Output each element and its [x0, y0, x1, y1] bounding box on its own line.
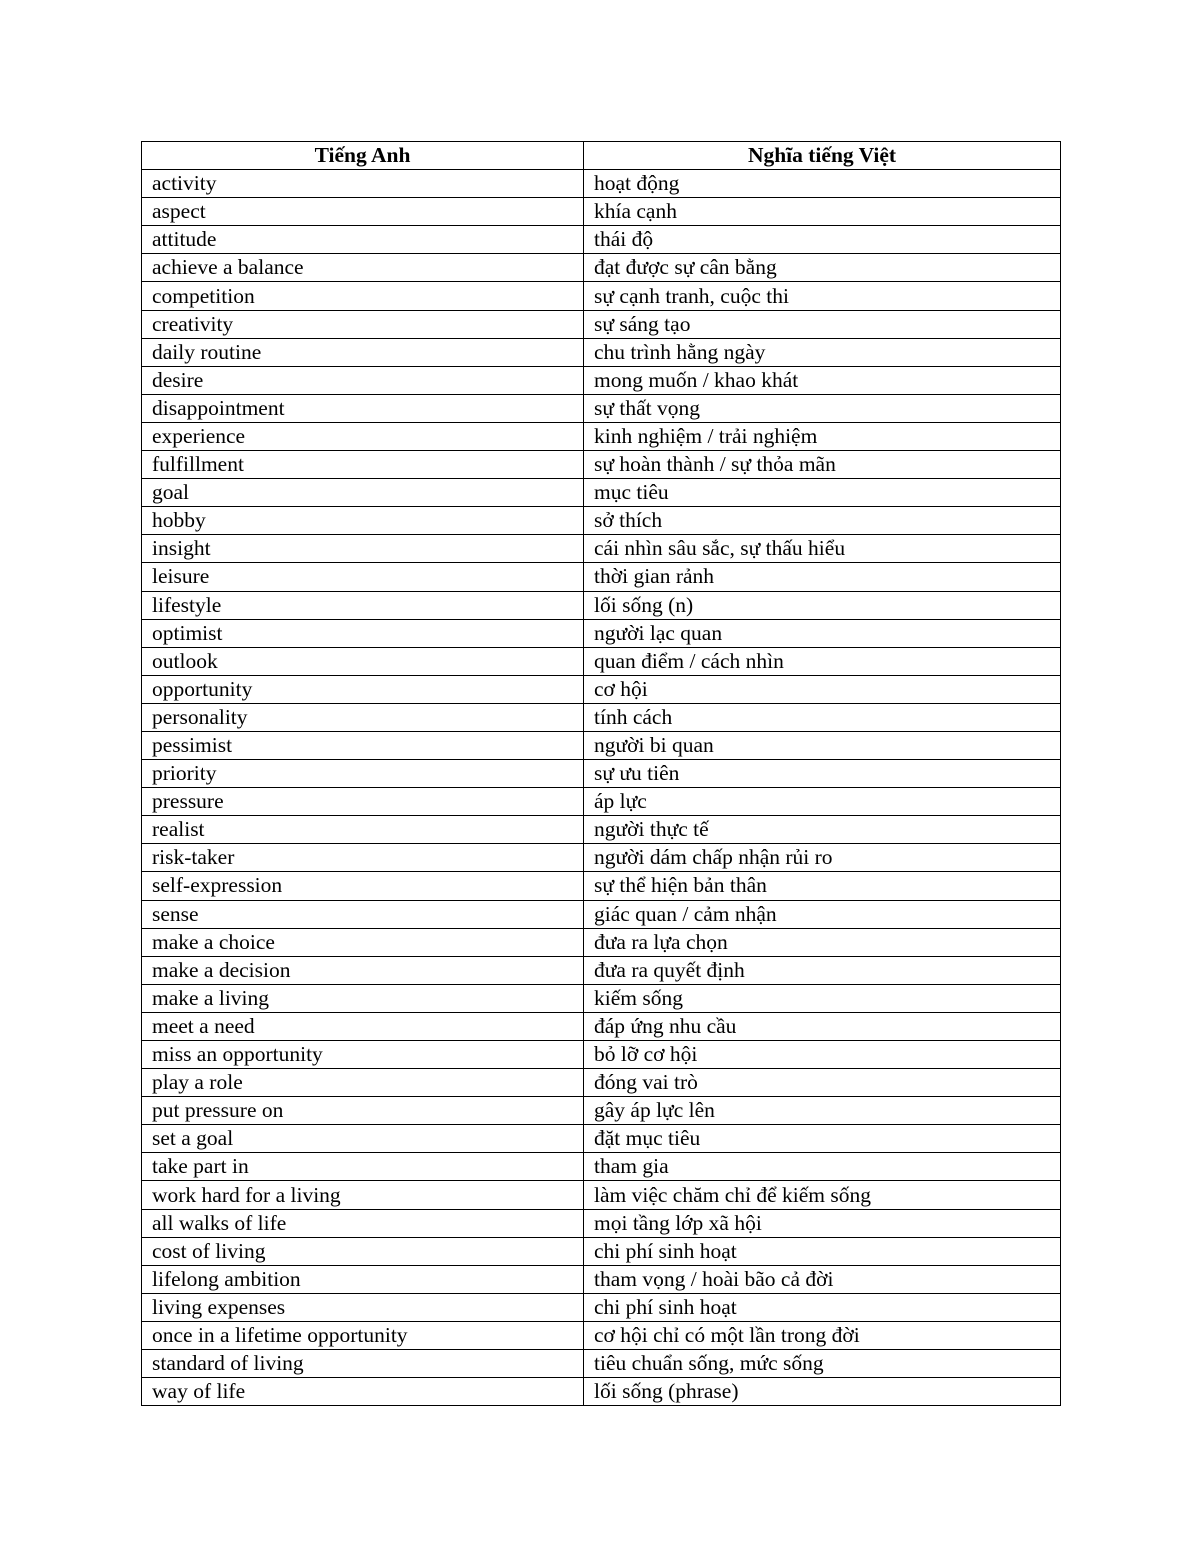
vietnamese-meaning: đáp ứng nhu cầu — [584, 1012, 1061, 1040]
vietnamese-meaning: người lạc quan — [584, 619, 1061, 647]
english-term: outlook — [142, 647, 584, 675]
table-row — [142, 479, 1061, 507]
table-row — [142, 282, 1061, 310]
vietnamese-meaning: tính cách — [584, 703, 1061, 731]
table-row — [142, 1153, 1061, 1181]
vietnamese-meaning: sự thất vọng — [584, 394, 1061, 422]
vietnamese-meaning: người bi quan — [584, 731, 1061, 759]
english-term: attitude — [142, 226, 584, 254]
english-term: all walks of life — [142, 1209, 584, 1237]
english-term: make a living — [142, 984, 584, 1012]
table-row — [142, 366, 1061, 394]
table-row — [142, 338, 1061, 366]
vietnamese-meaning: áp lực — [584, 788, 1061, 816]
table-row — [142, 1069, 1061, 1097]
table-row — [142, 675, 1061, 703]
table-row — [142, 619, 1061, 647]
english-term: way of life — [142, 1378, 584, 1406]
table-row — [142, 310, 1061, 338]
vietnamese-meaning: thái độ — [584, 226, 1061, 254]
english-term: insight — [142, 535, 584, 563]
vietnamese-meaning: lối sống (phrase) — [584, 1378, 1061, 1406]
vietnamese-meaning: thời gian rảnh — [584, 563, 1061, 591]
vietnamese-meaning: sự hoàn thành / sự thỏa mãn — [584, 451, 1061, 479]
english-term: daily routine — [142, 338, 584, 366]
english-term: self-expression — [142, 872, 584, 900]
english-term: goal — [142, 479, 584, 507]
vietnamese-meaning: sự thể hiện bản thân — [584, 872, 1061, 900]
english-term: experience — [142, 422, 584, 450]
vietnamese-meaning: đóng vai trò — [584, 1069, 1061, 1097]
english-term: opportunity — [142, 675, 584, 703]
table-row — [142, 1125, 1061, 1153]
english-term: take part in — [142, 1153, 584, 1181]
vietnamese-meaning: lối sống (n) — [584, 591, 1061, 619]
vietnamese-meaning: người thực tế — [584, 816, 1061, 844]
vietnamese-meaning: kiếm sống — [584, 984, 1061, 1012]
english-term: sense — [142, 900, 584, 928]
table-row — [142, 788, 1061, 816]
english-term: standard of living — [142, 1350, 584, 1378]
table-row — [142, 563, 1061, 591]
english-term: lifelong ambition — [142, 1265, 584, 1293]
vocabulary-table — [141, 141, 1061, 1406]
vietnamese-meaning: sự ưu tiên — [584, 760, 1061, 788]
table-row — [142, 198, 1061, 226]
vietnamese-meaning: tham vọng / hoài bão cả đời — [584, 1265, 1061, 1293]
table-body — [142, 170, 1061, 1406]
english-term: hobby — [142, 507, 584, 535]
english-term: aspect — [142, 198, 584, 226]
vietnamese-meaning: sự sáng tạo — [584, 310, 1061, 338]
english-term: lifestyle — [142, 591, 584, 619]
vietnamese-meaning: đưa ra lựa chọn — [584, 928, 1061, 956]
english-term: optimist — [142, 619, 584, 647]
vietnamese-meaning: cơ hội chỉ có một lần trong đời — [584, 1321, 1061, 1349]
english-term: set a goal — [142, 1125, 584, 1153]
table-row — [142, 254, 1061, 282]
vietnamese-meaning: khía cạnh — [584, 198, 1061, 226]
english-term: priority — [142, 760, 584, 788]
english-term: leisure — [142, 563, 584, 591]
english-term: meet a need — [142, 1012, 584, 1040]
table-row — [142, 591, 1061, 619]
english-term: pressure — [142, 788, 584, 816]
table-row — [142, 703, 1061, 731]
english-term: make a decision — [142, 956, 584, 984]
header-english: Tiếng Anh — [142, 142, 584, 170]
vietnamese-meaning: chu trình hằng ngày — [584, 338, 1061, 366]
vietnamese-meaning: quan điểm / cách nhìn — [584, 647, 1061, 675]
vietnamese-meaning: người dám chấp nhận rủi ro — [584, 844, 1061, 872]
vietnamese-meaning: đưa ra quyết định — [584, 956, 1061, 984]
english-term: cost of living — [142, 1237, 584, 1265]
table-row — [142, 956, 1061, 984]
vietnamese-meaning: mọi tầng lớp xã hội — [584, 1209, 1061, 1237]
vietnamese-meaning: bỏ lỡ cơ hội — [584, 1041, 1061, 1069]
vietnamese-meaning: mong muốn / khao khát — [584, 366, 1061, 394]
vietnamese-meaning: sự cạnh tranh, cuộc thi — [584, 282, 1061, 310]
table-row — [142, 1097, 1061, 1125]
table-row — [142, 1181, 1061, 1209]
table-row — [142, 226, 1061, 254]
english-term: miss an opportunity — [142, 1041, 584, 1069]
table-row — [142, 422, 1061, 450]
table-row — [142, 170, 1061, 198]
table-row — [142, 1265, 1061, 1293]
vietnamese-meaning: đặt mục tiêu — [584, 1125, 1061, 1153]
table-row — [142, 1237, 1061, 1265]
table-row — [142, 928, 1061, 956]
vietnamese-meaning: cơ hội — [584, 675, 1061, 703]
english-term: activity — [142, 170, 584, 198]
table-row — [142, 535, 1061, 563]
vietnamese-meaning: hoạt động — [584, 170, 1061, 198]
table-row — [142, 816, 1061, 844]
english-term: realist — [142, 816, 584, 844]
english-term: put pressure on — [142, 1097, 584, 1125]
header-vietnamese: Nghĩa tiếng Việt — [584, 142, 1061, 170]
vietnamese-meaning: chi phí sinh hoạt — [584, 1237, 1061, 1265]
table-row — [142, 1378, 1061, 1406]
english-term: living expenses — [142, 1293, 584, 1321]
table-row — [142, 451, 1061, 479]
table-row — [142, 1041, 1061, 1069]
table-row — [142, 1321, 1061, 1349]
vietnamese-meaning: sở thích — [584, 507, 1061, 535]
english-term: desire — [142, 366, 584, 394]
table-header-row — [142, 142, 1061, 170]
english-term: work hard for a living — [142, 1181, 584, 1209]
vietnamese-meaning: mục tiêu — [584, 479, 1061, 507]
english-term: fulfillment — [142, 451, 584, 479]
vietnamese-meaning: kinh nghiệm / trải nghiệm — [584, 422, 1061, 450]
table-row — [142, 844, 1061, 872]
table-row — [142, 507, 1061, 535]
table-row — [142, 1293, 1061, 1321]
table-row — [142, 1209, 1061, 1237]
vietnamese-meaning: tham gia — [584, 1153, 1061, 1181]
english-term: risk-taker — [142, 844, 584, 872]
english-term: pessimist — [142, 731, 584, 759]
vietnamese-meaning: giác quan / cảm nhận — [584, 900, 1061, 928]
english-term: competition — [142, 282, 584, 310]
table-row — [142, 1012, 1061, 1040]
english-term: once in a lifetime opportunity — [142, 1321, 584, 1349]
vietnamese-meaning: chi phí sinh hoạt — [584, 1293, 1061, 1321]
table-row — [142, 1350, 1061, 1378]
english-term: make a choice — [142, 928, 584, 956]
english-term: achieve a balance — [142, 254, 584, 282]
table-row — [142, 731, 1061, 759]
table-row — [142, 394, 1061, 422]
vietnamese-meaning: cái nhìn sâu sắc, sự thấu hiểu — [584, 535, 1061, 563]
table-row — [142, 984, 1061, 1012]
table-row — [142, 760, 1061, 788]
vietnamese-meaning: làm việc chăm chỉ để kiếm sống — [584, 1181, 1061, 1209]
vietnamese-meaning: gây áp lực lên — [584, 1097, 1061, 1125]
english-term: personality — [142, 703, 584, 731]
table-row — [142, 872, 1061, 900]
english-term: play a role — [142, 1069, 584, 1097]
vietnamese-meaning: tiêu chuẩn sống, mức sống — [584, 1350, 1061, 1378]
english-term: creativity — [142, 310, 584, 338]
table-row — [142, 647, 1061, 675]
vietnamese-meaning: đạt được sự cân bằng — [584, 254, 1061, 282]
english-term: disappointment — [142, 394, 584, 422]
table-row — [142, 900, 1061, 928]
